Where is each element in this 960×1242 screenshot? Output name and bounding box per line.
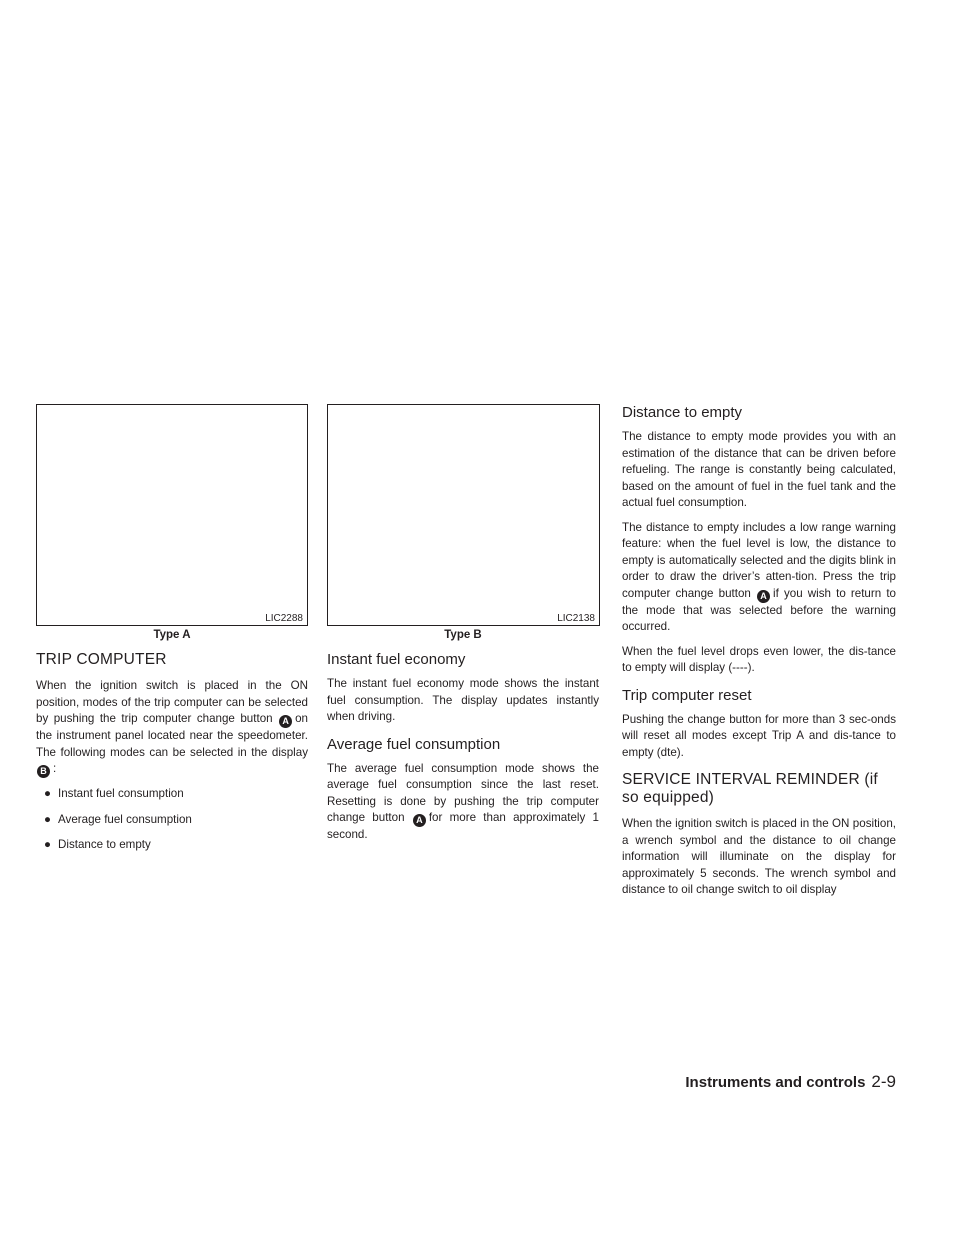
intro-text-2: on the instrument panel located near the speedometer. The following modes can be selected in the display [36, 712, 308, 759]
footer-section: Instruments and controls [685, 1074, 866, 1091]
bullet-icon: ● [44, 812, 52, 826]
average-fuel-body [327, 761, 599, 844]
column-left [36, 404, 308, 863]
bullet-icon: ● [44, 787, 52, 800]
subsection-title-instant-fuel: Instant fuel economy [327, 651, 466, 668]
page-footer [685, 1072, 896, 1092]
trip-computer-intro [36, 678, 308, 778]
mode-label: Average fuel consumption [58, 812, 192, 826]
mode-label: Distance to empty [58, 838, 151, 851]
distance-to-empty-p2 [622, 520, 896, 636]
list-item [36, 786, 308, 803]
figure-code: LIC2288 [265, 613, 303, 624]
service-reminder-body: When the ignition switch is placed in the ON position, a wrench symbol and the distance to oil change information will illuminate on the display for approximately 5 seconds. The wrench symbol and distance to oil change switch to oil display [622, 817, 896, 896]
figure-caption: Type B [444, 629, 482, 641]
section-title-service-reminder: SERVICE INTERVAL REMINDER (if so equipped) [622, 771, 878, 806]
trip-reset-body: Pushing the change button for more than 3 sec-onds will reset all modes except Trip A and dis-tance to empty (dte). [622, 712, 896, 759]
marker-a-icon: A [413, 814, 426, 827]
section-title-trip-computer: TRIP COMPUTER [36, 651, 167, 668]
figure-code: LIC2138 [557, 613, 595, 624]
distance-to-empty-p3: When the fuel level drops even lower, the dis-tance to empty will display (----). [622, 644, 896, 674]
subsection-title-trip-reset: Trip computer reset [622, 686, 752, 704]
subsection-title-distance-to-empty: Distance to empty [622, 404, 743, 421]
distance-text-2: if you wish to return to the mode that was selected before the warning occurred. [622, 586, 896, 633]
column-middle [327, 404, 599, 852]
marker-a-icon: A [279, 715, 292, 728]
marker-b-icon: B [37, 765, 50, 778]
distance-text-1: The distance to empty includes a low range warning feature: when the fuel level is low, the distance to empty is automatically selected and the digits blink in order to draw the driver’s atten-tion. Press the trip computer change button [622, 520, 896, 600]
subsection-title-average-fuel: Average fuel consumption [327, 735, 501, 753]
bullet-icon: ● [44, 838, 52, 851]
mode-label: Instant fuel consumption [58, 787, 184, 800]
average-fuel-text-1: The average fuel consumption mode shows the average fuel consumption since the last reset. Resetting is done by pushing the trip computer change button [327, 761, 599, 824]
list-item [36, 837, 308, 854]
instant-fuel-body: The instant fuel economy mode shows the instant fuel consumption. The display updates instantly when driving. [327, 677, 599, 723]
distance-to-empty-p1: The distance to empty mode provides you with an estimation of the distance that can be driven before refueling. The range is constantly being calculated, based on the amount of fuel in the fuel tank and the actual fuel consumption. [622, 430, 896, 509]
intro-text-1: When the ignition switch is placed in the ON position, modes of the trip computer can be selected by pushing the trip computer change button [36, 679, 308, 725]
list-item [36, 812, 308, 829]
figure-caption: Type A [153, 629, 191, 641]
intro-text-3: : [53, 762, 57, 775]
marker-a-icon: A [757, 590, 770, 603]
average-fuel-text-2: for more than approximately 1 second. [327, 811, 599, 841]
column-right [622, 404, 896, 907]
figure-type-b [327, 404, 600, 626]
page-number: 2-9 [871, 1072, 896, 1091]
figure-type-a [36, 404, 308, 626]
modes-list [36, 786, 308, 854]
